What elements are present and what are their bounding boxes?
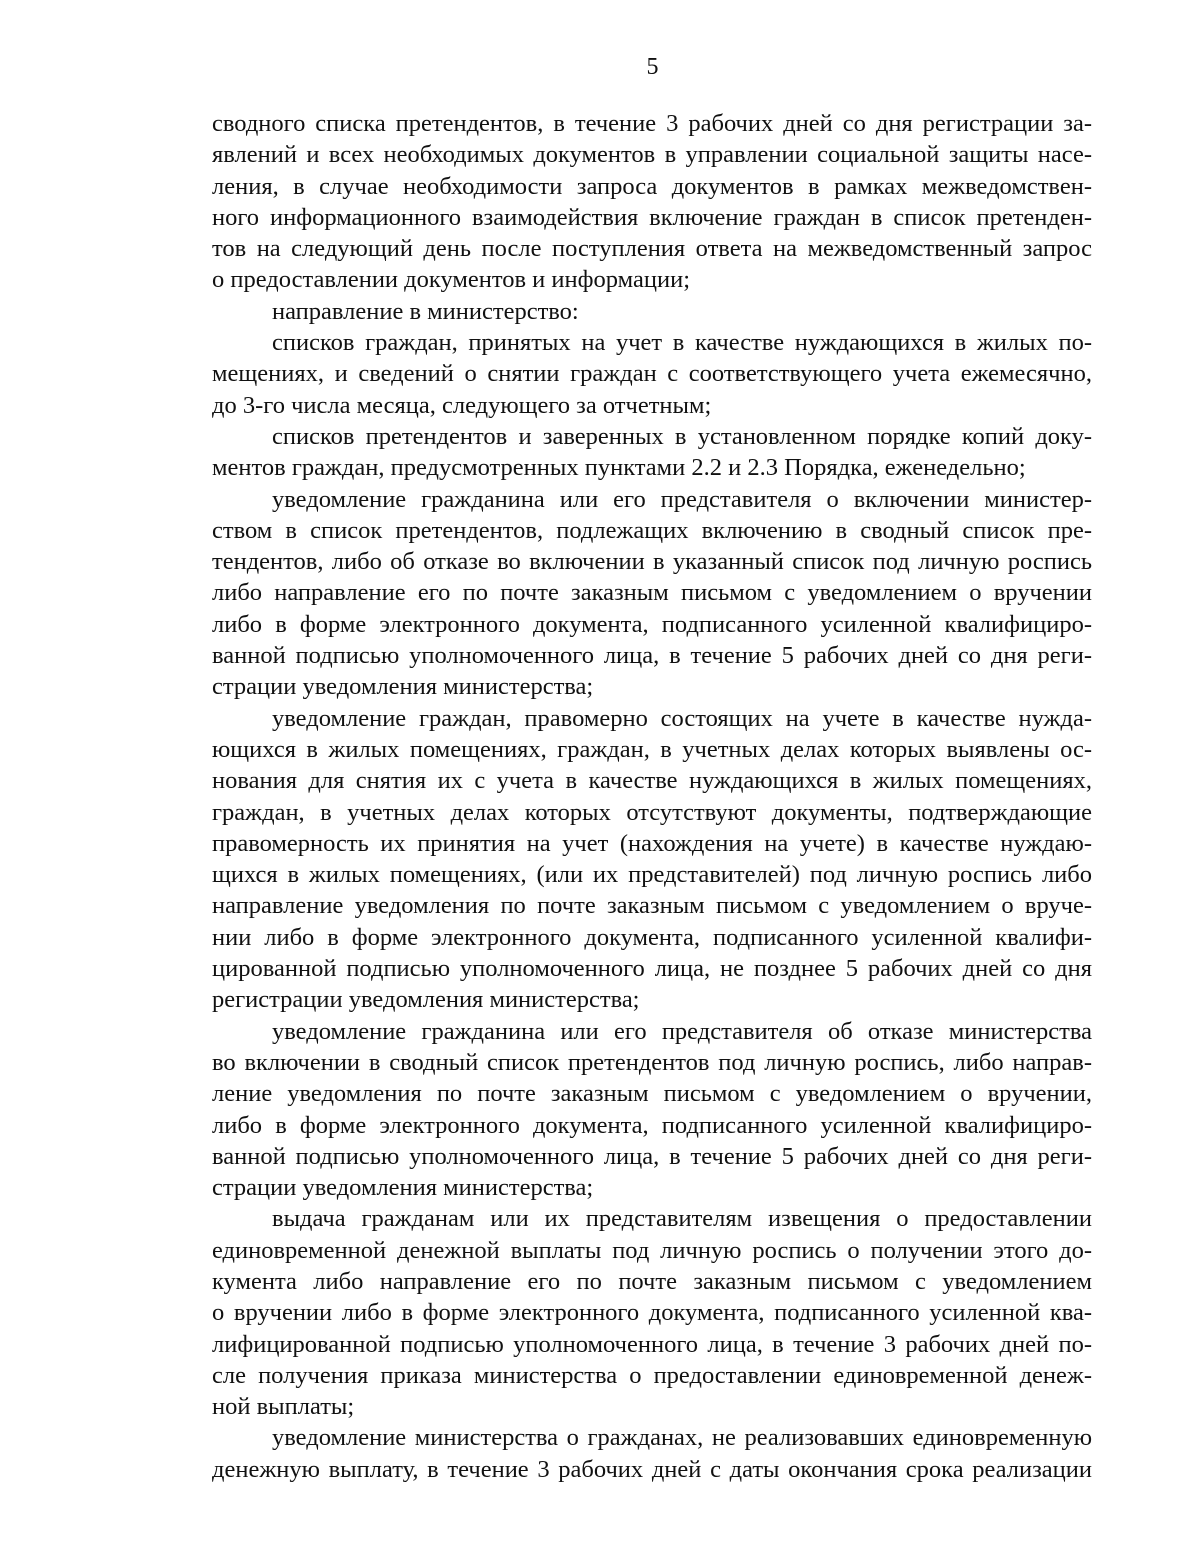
text-line: страции уведомления министерства; — [212, 1174, 594, 1202]
text-line: либо направление его по почте заказным письмом с уведомлением о вручении — [212, 579, 1092, 607]
text-line: тендентов, либо об отказе во включении в указанный список под личную роспись — [212, 548, 1092, 576]
text-line: уведомление гражданина или его представителя о включении министер- — [272, 485, 1092, 513]
text-line: ления, в случае необходимости запроса документов в рамках межведомствен- — [212, 172, 1092, 200]
page-number: 5 — [646, 54, 659, 80]
text-line: направление уведомления по почте заказным письмом с уведомлением о вруче- — [212, 892, 1092, 920]
text-line: ющихся в жилых помещениях, граждан, в учетных делах которых выявлены ос- — [212, 735, 1092, 763]
text-line: уведомление министерства о гражданах, не реализовавших единовременную — [272, 1424, 1092, 1452]
text-line: ного информационного взаимодействия включение граждан в список претенден- — [212, 203, 1092, 231]
text-line: правомерность их принятия на учет (нахождения на учете) в качестве нуждаю- — [212, 829, 1092, 857]
text-line: до 3-го числа месяца, следующего за отчетным; — [212, 391, 712, 419]
text-line: уведомление гражданина или его представителя об отказе министерства — [272, 1017, 1092, 1045]
text-line: направление в министерство: — [272, 297, 579, 325]
text-line: о предоставлении документов и информации; — [212, 266, 691, 294]
text-line: выдача гражданам или их представителям извещения о предоставлении — [272, 1205, 1092, 1233]
text-line: либо в форме электронного документа, подписанного усиленной квалифициро- — [212, 1111, 1092, 1139]
document-body — [212, 108, 1092, 1485]
text-line: ванной подписью уполномоченного лица, в течение 5 рабочих дней со дня реги- — [212, 642, 1092, 670]
text-line: во включении в сводный список претендентов под личную роспись, либо направ- — [212, 1048, 1092, 1076]
text-line: списков претендентов и заверенных в установленном порядке копий доку- — [272, 422, 1092, 450]
text-line: нования для снятия их с учета в качестве нуждающихся в жилых помещениях, — [212, 767, 1092, 795]
text-line: уведомление граждан, правомерно состоящих на учете в качестве нужда- — [272, 704, 1092, 732]
text-line: сле получения приказа министерства о предоставлении единовременной денеж- — [212, 1361, 1092, 1389]
text-line: ной выплаты; — [212, 1393, 355, 1421]
text-line: мещениях, и сведений о снятии граждан с соответствующего учета ежемесячно, — [212, 360, 1092, 388]
text-line: тов на следующий день после поступления ответа на межведомственный запрос — [212, 235, 1092, 263]
text-line: регистрации уведомления министерства; — [212, 986, 640, 1014]
text-line: ством в список претендентов, подлежащих включению в сводный список пре- — [212, 516, 1092, 544]
text-line: сводного списка претендентов, в течение 3 рабочих дней со дня регистрации за- — [212, 110, 1092, 137]
text-line: граждан, в учетных делах которых отсутствуют документы, подтверждающие — [212, 798, 1092, 826]
text-line: страции уведомления министерства; — [212, 673, 594, 701]
text-line: ментов граждан, предусмотренных пунктами 2.2 и 2.3 Порядка, еженедельно; — [212, 454, 1026, 482]
text-line: ванной подписью уполномоченного лица, в течение 5 рабочих дней со дня реги- — [212, 1142, 1092, 1170]
text-line: щихся в жилых помещениях, (или их представителей) под личную роспись либо — [212, 861, 1092, 889]
text-line: явлений и всех необходимых документов в управлении социальной защиты насе- — [212, 141, 1092, 169]
text-line: ление уведомления по почте заказным письмом с уведомлением о вручении, — [212, 1080, 1092, 1108]
text-line: цированной подписью уполномоченного лица, не позднее 5 рабочих дней со дня — [212, 955, 1092, 983]
text-line: о вручении либо в форме электронного документа, подписанного усиленной ква- — [212, 1299, 1092, 1327]
text-line: кумента либо направление его по почте заказным письмом с уведомлением — [212, 1267, 1092, 1295]
text-line: списков граждан, принятых на учет в качестве нуждающихся в жилых по- — [272, 329, 1092, 357]
text-line: лифицированной подписью уполномоченного лица, в течение 3 рабочих дней по- — [212, 1330, 1092, 1358]
text-line: единовременной денежной выплаты под личную роспись о получении этого до- — [212, 1236, 1092, 1264]
text-line: денежную выплату, в течение 3 рабочих дней с даты окончания срока реализации — [212, 1455, 1092, 1483]
text-line: нии либо в форме электронного документа, подписанного усиленной квалифи- — [212, 923, 1092, 951]
text-line: либо в форме электронного документа, подписанного усиленной квалифициро- — [212, 610, 1092, 638]
